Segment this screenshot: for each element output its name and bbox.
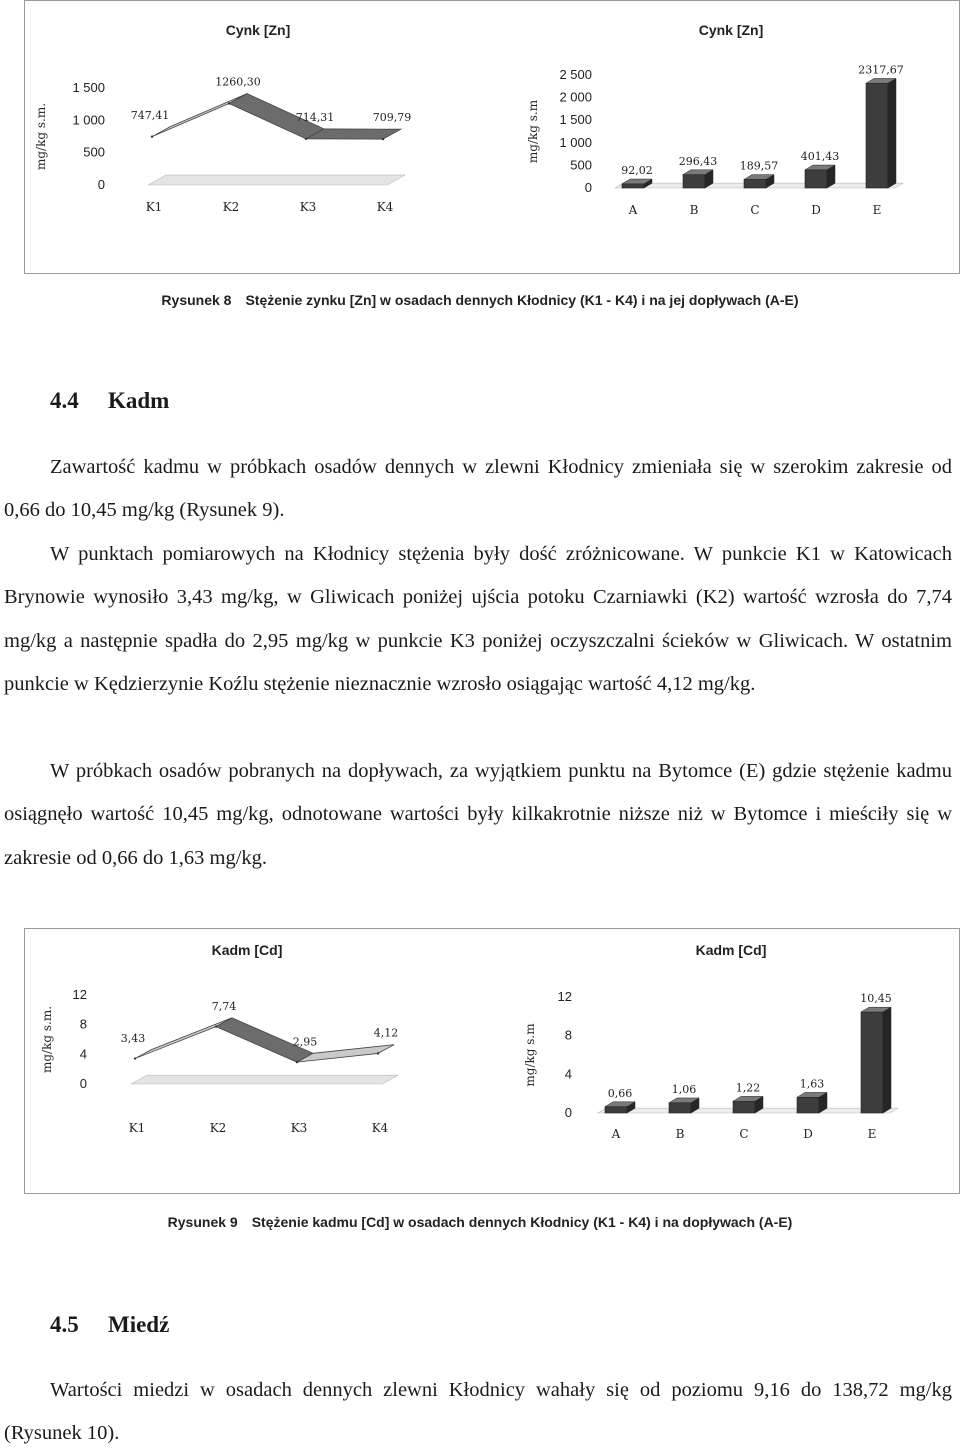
bar-E [866,83,888,188]
caption-number: Rysunek 9 [167,1214,238,1230]
zinc-charts [25,1,959,273]
bar-side-E [888,78,896,188]
chart-floor [148,175,405,185]
chart-cd_doplywy [523,942,898,1141]
bar-A [605,1107,627,1113]
y-tick-label: 1 000 [559,134,592,150]
y-tick-label: 2 000 [559,89,592,105]
chart-title: Cynk [Zn] [225,22,291,38]
data-label: 714,31 [295,110,335,124]
section-number: 4.5 [50,1312,79,1337]
x-tick-label: E [867,1127,877,1141]
data-point-K2 [228,102,230,104]
section-heading-miedz [50,1312,169,1338]
x-tick-label: K1 [145,200,163,214]
paragraph: Zawartość kadmu w próbkach osadów dennych w zlewni Kłodnicy zmieniała się w szerokim zakresie od 0,66 do 10,45 mg/kg (Rysunek 9). [4,455,952,521]
y-tick-label: 12 [72,987,87,1002]
data-point-K1 [134,1057,136,1059]
x-tick-label: A [628,203,638,217]
y-tick-label: 500 [83,144,105,160]
caption-text: Stężenie zynku [Zn] w osadach dennych Kłodnicy (K1 - K4) i na jej dopływach (A-E) [245,292,799,308]
bar-C [744,179,766,188]
x-tick-label: A [611,1127,621,1141]
data-label: 296,43 [678,154,718,168]
data-label: 7,74 [211,999,237,1013]
section-title: Kadm [108,388,170,413]
x-tick-label: K2 [222,200,240,214]
data-label: 92,02 [621,164,653,178]
y-tick-label: 1 500 [72,80,105,95]
x-tick-label: C [739,1127,749,1141]
data-label: 3,43 [120,1031,146,1045]
x-tick-label: K2 [209,1121,227,1135]
x-tick-label: D [811,203,821,217]
data-point-K3 [296,1061,298,1063]
ribbon-segment [135,1018,232,1059]
data-point-K2 [215,1025,217,1027]
data-point-K4 [382,138,384,140]
section-number: 4.4 [50,388,79,413]
data-label: 0,66 [607,1086,633,1100]
bar-A [622,184,644,188]
y-tick-label: 12 [557,989,572,1004]
y-tick-label: 4 [79,1046,87,1062]
y-tick-label: 0 [79,1076,87,1091]
x-tick-label: B [689,203,699,217]
data-point-K1 [151,135,153,137]
x-tick-label: K3 [290,1121,308,1135]
data-label: 1260,30 [215,75,261,89]
x-tick-label: K4 [371,1121,389,1135]
figure-caption-cadmium [0,1214,960,1230]
figure-cadmium [24,928,960,1194]
y-tick-label: 1 000 [72,112,105,128]
chart-floor [131,1075,398,1084]
y-tick-label: 1 500 [559,112,592,128]
x-tick-label: E [872,203,882,217]
y-axis-label: mg/kg s.m. [40,1005,54,1074]
figure-zinc [24,0,960,274]
x-tick-label: B [675,1127,685,1141]
data-label: 2,95 [292,1035,318,1049]
data-label: 2317,67 [858,63,904,77]
y-tick-label: 0 [564,1105,572,1120]
data-point-K3 [305,138,307,140]
data-label: 401,43 [800,150,840,164]
data-label: 1,22 [735,1081,761,1095]
bar-E [861,1012,883,1113]
x-tick-label: K4 [376,200,394,214]
data-point-K4 [377,1052,379,1054]
y-axis-label: mg/kg s.m [526,99,540,164]
paragraph: W punktach pomiarowych na Kłodnicy stężenia były dość zróżnicowane. W punkcie K1 w Katowicach Brynowie wynosiło 3,43 mg/kg, w Gliwicach poniżej ujścia potoku Czarniawki (K2) wartość wzrosła do 7,74 mg/kg a następnie spadła do 2,95 mg/kg w punkcie K3 poniżej oczyszczalni ścieków w Gliwicach. W ostatnim punkcie w Kędzierzynie Koźlu stężenie nieznacznie wzrosło osiągając wartość 4,12 mg/kg. [4,542,952,695]
data-label: 709,79 [372,111,412,125]
paragraph: W próbkach osadów pobranych na dopływach, za wyjątkiem punktu na Bytomce (E) gdzie stężenie kadmu osiągnęło wartość 10,45 mg/kg, odnotowane wartości były kilkakrotnie niższe niż w Bytomce i mieściły się w zakresie od 0,66 do 1,63 mg/kg. [4,759,952,869]
y-axis-label: mg/kg s.m [523,1023,537,1087]
caption-text: Stężenie kadmu [Cd] w osadach dennych Kłodnicy (K1 - K4) i na dopływach (A-E) [251,1214,793,1230]
data-label: 189,57 [739,159,779,173]
x-tick-label: K1 [128,1121,146,1135]
y-tick-label: 4 [564,1066,572,1082]
y-tick-label: 500 [570,157,592,173]
chart-cd_klodnica [40,942,398,1135]
y-tick-label: 2 500 [559,67,592,82]
cadmium-charts [25,929,959,1193]
chart-title: Cynk [Zn] [698,22,764,38]
y-tick-label: 8 [564,1027,572,1043]
caption-number: Rysunek 8 [161,292,232,308]
section-heading-kadm [50,388,169,414]
bar-side-E [883,1007,891,1113]
x-tick-label: D [803,1127,813,1141]
bar-C [733,1101,755,1113]
y-axis-label: mg/kg s.m. [34,102,48,171]
y-tick-label: 8 [79,1016,87,1032]
data-label: 10,45 [860,992,892,1006]
data-label: 1,06 [671,1082,697,1096]
paragraph: Wartości miedzi w osadach dennych zlewni Kłodnicy wahały się od poziomu 9,16 do 138,72 mg/kg (Rysunek 10). [4,1378,952,1444]
x-tick-label: K3 [299,200,317,214]
bar-B [669,1103,691,1113]
chart-zn_klodnica [34,22,411,214]
bar-D [805,170,827,188]
data-label: 4,12 [373,1026,399,1040]
chart-title: Kadm [Cd] [211,942,283,958]
figure-caption-zinc [0,292,960,308]
y-tick-label: 0 [584,180,592,195]
data-label: 747,41 [130,108,170,122]
y-tick-label: 0 [97,177,105,192]
chart-zn_doplywy [526,22,904,217]
section-title: Miedź [108,1312,170,1337]
bar-B [683,175,705,188]
chart-title: Kadm [Cd] [695,942,767,958]
x-tick-label: C [750,203,760,217]
bar-D [797,1097,819,1113]
data-label: 1,63 [799,1077,825,1091]
